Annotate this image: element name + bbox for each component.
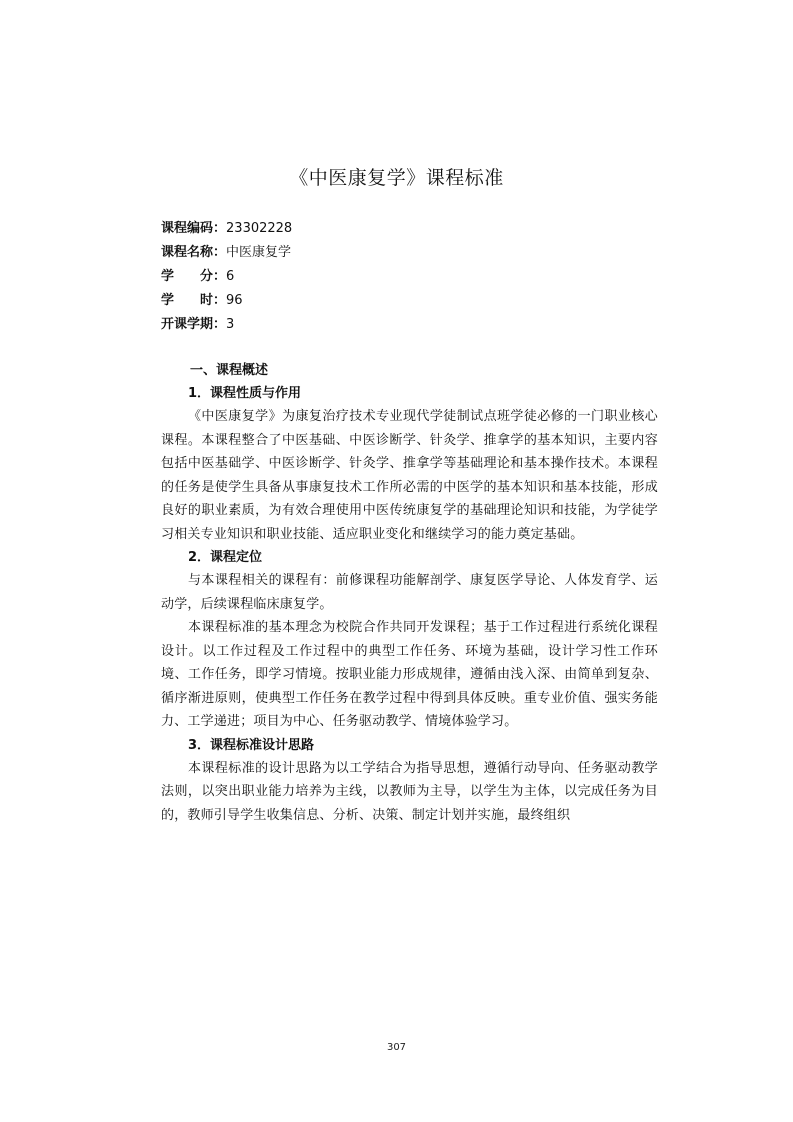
info-row-code: 课程编码：23302228 <box>161 221 293 236</box>
info-label: 学 时 <box>161 293 214 308</box>
course-info <box>161 217 292 337</box>
subsection-heading: 2．课程定位 <box>188 550 263 565</box>
subsection-heading: 1．课程性质与作用 <box>188 386 302 401</box>
info-value: 6 <box>226 269 235 284</box>
info-row-semester: 开课学期：3 <box>161 317 235 332</box>
document-body <box>161 360 658 856</box>
info-label: 课程名称 <box>161 245 214 260</box>
info-label: 课程编码 <box>161 221 214 236</box>
page-number: 307 <box>386 1042 407 1053</box>
info-row-credits: 学 分：6 <box>161 269 235 284</box>
info-value: 96 <box>226 293 243 308</box>
document-title: 《中医康复学》课程标准 <box>289 167 504 189</box>
info-row-hours: 学 时：96 <box>161 293 243 308</box>
section-heading: 一、课程概述 <box>190 363 269 378</box>
paragraph: 《中医康复学》为康复治疗技术专业现代学徒制试点班学徒必修的一门职业核心课程。本课程整合了中医基础、中医诊断学、针灸学、推拿学的基本知识，主要内容包括中医基础学、中医诊断学、针灸学、推拿学等基础理论和基本操作技术。本课程的任务是使学生具备从事康复技术工作所必需的中医学的基本知识和基本技能，形成良好的职业素质，为有效合理使用中医传统康复学的基础理论知识和技能，为学徒学习相关专业知识和职业技能、适应职业变化和继续学习的能力奠定基础。 <box>161 409 658 542</box>
paragraph: 本课程标准的设计思路为以工学结合为指导思想，遵循行动导向、任务驱动教学法则，以突出职业能力培养为主线，以教师为主导，以学生为主体，以完成任务为目的，教师引导学生收集信息、分析、决策、制定计划并实施，最终组织 <box>161 760 658 823</box>
info-value: 23302228 <box>226 221 293 236</box>
info-label: 学 分 <box>161 269 214 284</box>
info-value: 3 <box>226 317 235 332</box>
subsection-heading: 3．课程标准设计思路 <box>188 737 315 753</box>
paragraph: 与本课程相关的课程有：前修课程功能解剖学、康复医学导论、人体发育学、运动学，后续课程临床康复学。 <box>161 573 658 612</box>
info-row-name: 课程名称：中医康复学 <box>161 245 292 260</box>
info-value: 中医康复学 <box>226 245 292 260</box>
paragraph: 本课程标准的基本理念为校院合作共同开发课程；基于工作过程进行系统化课程设计。以工作过程及工作过程中的典型工作任务、环境为基础，设计学习性工作环境、工作任务，即学习情境。按职业能力形成规律，遵循由浅入深、由简单到复杂、循序渐进原则，使典型工作任务在教学过程中得到具体反映。重专业价值、强实务能力、工学递进；项目为中心、任务驱动教学、情境体验学习。 <box>161 620 658 729</box>
info-label: 开课学期 <box>161 317 214 332</box>
